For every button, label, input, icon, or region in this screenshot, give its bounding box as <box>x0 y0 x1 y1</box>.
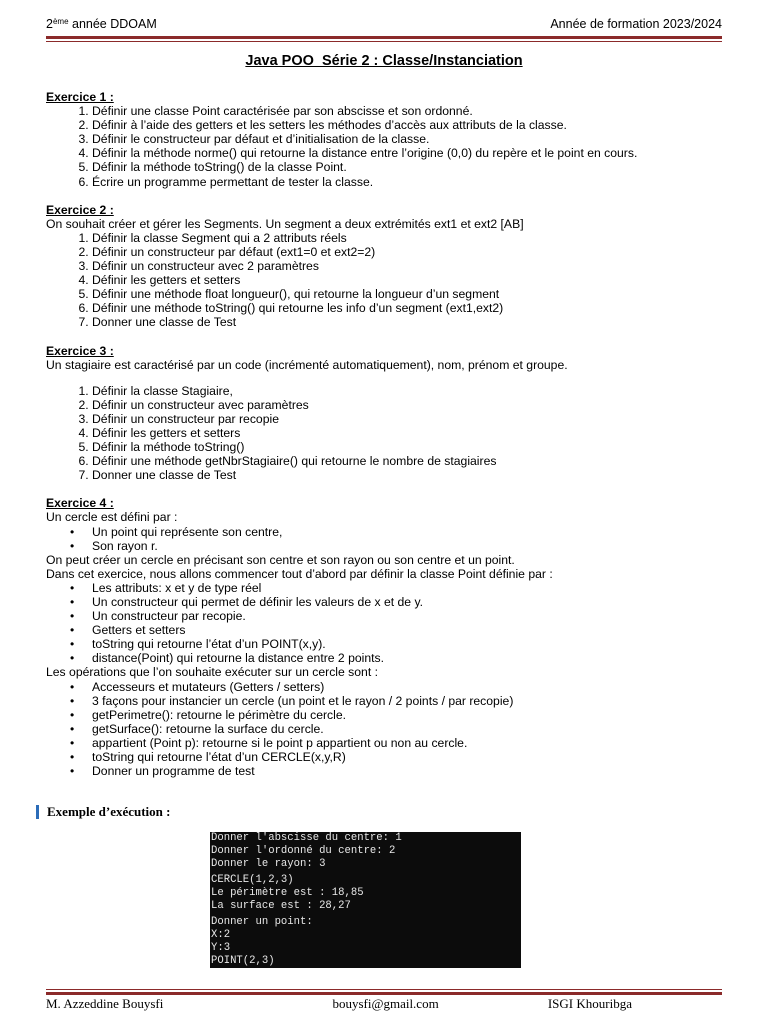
footer-rule <box>46 989 722 995</box>
list-item: 5. Définir la méthode toString() <box>92 440 728 454</box>
console-line: Le périmètre est : 18,85 <box>211 887 364 899</box>
list-item: 4. Définir les getters et setters <box>92 273 728 287</box>
document-title: Java POO_Série 2 : Classe/Instanciation <box>245 53 523 69</box>
list-item: 7. Donner une classe de Test <box>92 315 728 329</box>
list-item: • Un point qui représente son centre, <box>92 525 728 539</box>
list-item: • distance(Point) qui retourne la distance entre 2 points. <box>92 651 728 665</box>
header-rule <box>46 36 722 42</box>
list-item: 1. Définir la classe Stagiaire, <box>92 384 728 398</box>
exercise-3-list <box>46 384 728 483</box>
list-item: • Donner un programme de test <box>92 764 728 778</box>
list-item: 2. Définir à l’aide des getters et les setters les méthodes d’accès aux attributs de la classe. <box>92 118 728 132</box>
exercise-1-title: Exercice 1 : <box>46 90 114 104</box>
list-item: 6. Définir une méthode toString() qui retourne les info d’un segment (ext1,ext2) <box>92 301 728 315</box>
list-item: • Un constructeur qui permet de définir les valeurs de x et de y. <box>92 595 728 609</box>
page-footer <box>46 996 722 1012</box>
exercise-2-title: Exercice 2 : <box>46 202 114 217</box>
list-item: 6. Écrire un programme permettant de tester la classe. <box>92 175 728 189</box>
exercise-4-intro: Un cercle est défini par : <box>46 510 178 525</box>
list-item: 3. Définir un constructeur par recopie <box>92 412 728 426</box>
list-item: • Les attributs: x et y de type réel <box>92 581 728 595</box>
list-item: • Son rayon r. <box>92 539 728 553</box>
document-body <box>46 90 728 778</box>
exercise-3-intro: Un stagiaire est caractérisé par un code (incrémenté automatiquement), nom, prénom et groupe. <box>46 357 568 372</box>
footer-school: ISGI Khouribga <box>547 996 632 1011</box>
header-academic-year: Année de formation 2023/2024 <box>550 17 722 31</box>
footer-email: bouysfi@gmail.com <box>332 996 439 1011</box>
list-item: • 3 façons pour instancier un cercle (un point et le rayon / 2 points / par recopie) <box>92 694 728 708</box>
page-header <box>46 16 722 32</box>
console-line: Donner l'ordonné du centre: 2 <box>211 845 396 857</box>
list-item: 1. Définir la classe Segment qui a 2 attributs réels <box>92 231 728 245</box>
console-line: X:2 <box>211 929 231 941</box>
console-line: La surface est : 28,27 <box>211 900 351 912</box>
exercise-4-title: Exercice 4 : <box>46 496 114 511</box>
list-item: • Getters et setters <box>92 623 728 637</box>
list-item: • Accesseurs et mutateurs (Getters / setters) <box>92 680 728 694</box>
exercise-3-title: Exercice 3 : <box>46 343 114 358</box>
console-line: Donner un point: <box>211 916 313 928</box>
cercle-operations-list <box>46 680 728 779</box>
list-item: • toString qui retourne l’état d’un CERCLE(x,y,R) <box>92 750 728 764</box>
console-line: CERCLE(1,2,3) <box>211 874 294 886</box>
list-item: 2. Définir un constructeur avec paramètres <box>92 398 728 412</box>
console-output <box>210 832 521 968</box>
exercise-2-list <box>46 231 728 330</box>
list-item: 3. Définir le constructeur par défaut et d’initialisation de la classe. <box>92 132 728 146</box>
list-item: 3. Définir un constructeur avec 2 paramètres <box>92 259 728 273</box>
exercise-4-para-2: Dans cet exercice, nous allons commencer tout d’abord par définir la classe Point définie par : <box>46 566 553 581</box>
console-line: Y:3 <box>211 942 231 954</box>
list-item: 5. Définir la méthode toString() de la classe Point. <box>92 160 728 174</box>
cercle-definition-list <box>46 525 728 553</box>
list-item: 4. Définir la méthode norme() qui retourne la distance entre l’origine (0,0) du repère et le point en cours. <box>92 146 728 160</box>
exercise-4-para-3: Les opérations que l’on souhaite exécuter sur un cercle sont : <box>46 665 378 680</box>
list-item: • toString qui retourne l’état d’un POINT(x,y). <box>92 637 728 651</box>
list-item: • appartient (Point p): retourne si le point p appartient ou non au cercle. <box>92 736 728 750</box>
list-item: 4. Définir les getters et setters <box>92 426 728 440</box>
header-class-level: 2ème année DDOAM <box>46 17 157 31</box>
console-line: Donner le rayon: 3 <box>211 858 326 870</box>
exercise-2-intro: On souhait créer et gérer les Segments. Un segment a deux extrémités ext1 et ext2 [AB] <box>46 216 524 231</box>
console-line: Donner l'abscisse du centre: 1 <box>211 832 402 844</box>
list-item: 5. Définir une méthode float longueur(), qui retourne la longueur d’un segment <box>92 287 728 301</box>
list-item: • getPerimetre(): retourne le périmètre du cercle. <box>92 708 728 722</box>
execution-example-heading: Exemple d’exécution : <box>36 805 170 819</box>
footer-author: M. Azzeddine Bouysfi <box>46 996 164 1011</box>
list-item: 6. Définir une méthode getNbrStagiaire() qui retourne le nombre de stagiaires <box>92 454 728 468</box>
list-item: 1. Définir une classe Point caractérisée par son abscisse et son ordonné. <box>92 104 728 118</box>
list-item: 2. Définir un constructeur par défaut (ext1=0 et ext2=2) <box>92 245 728 259</box>
console-line: POINT(2,3) <box>211 955 275 967</box>
list-item: 7. Donner une classe de Test <box>92 468 728 482</box>
exercise-1-list <box>46 104 728 189</box>
list-item: • Un constructeur par recopie. <box>92 609 728 623</box>
list-item: • getSurface(): retourne la surface du cercle. <box>92 722 728 736</box>
exercise-4-para-1: On peut créer un cercle en précisant son centre et son rayon ou son centre et un point. <box>46 552 515 567</box>
point-class-list <box>46 581 728 666</box>
